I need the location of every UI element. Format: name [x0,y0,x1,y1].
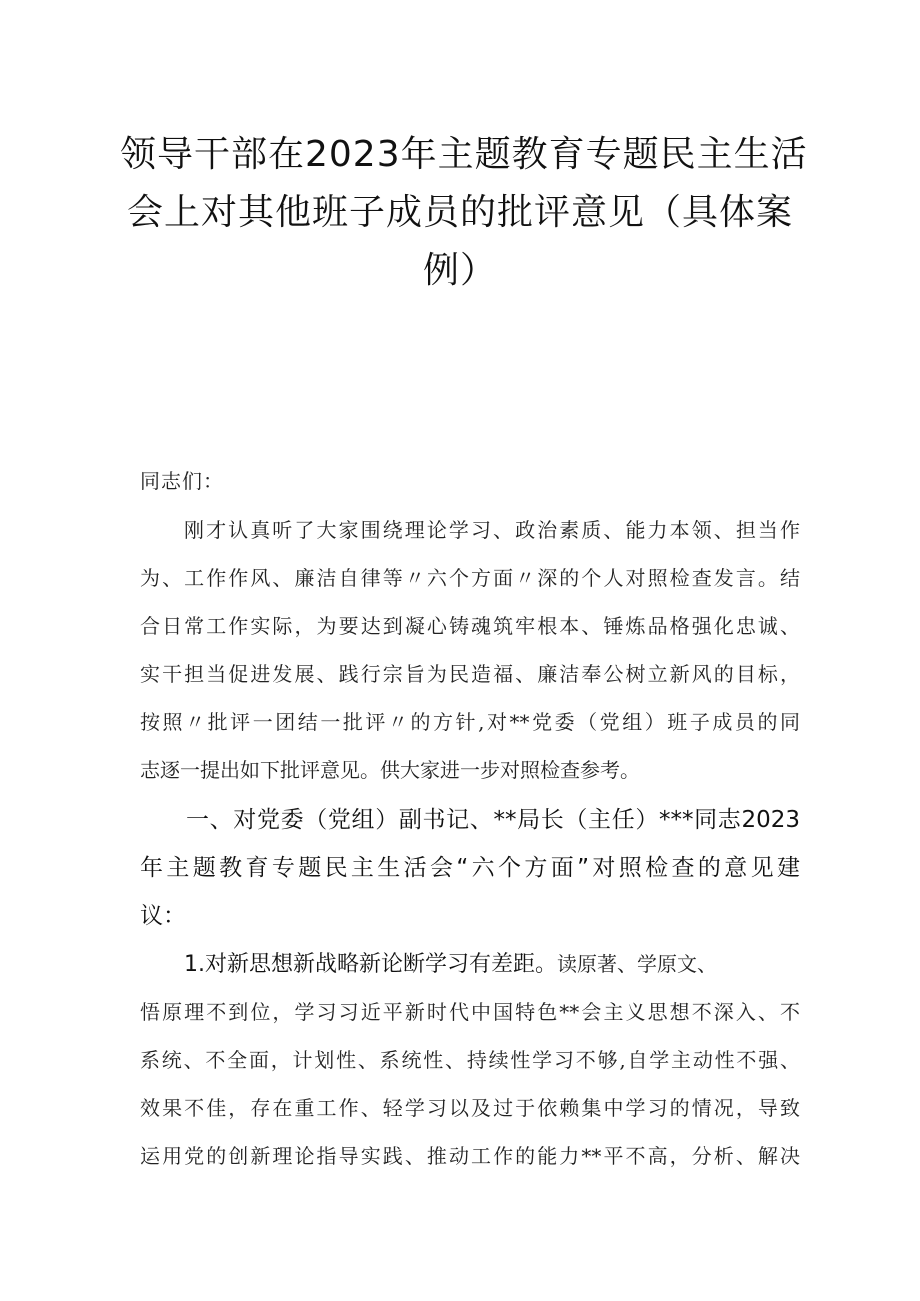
document-title [120,126,808,300]
heading-line: 年主题教育专题民主生活会“六个方面”对照检查的意见建 [140,855,800,881]
title-line-1: 领导干部在2023年主题教育专题民主生活 [120,134,808,175]
point-1-line: 运用党的创新理论指导实践、推动工作的能力**平不高，分析、解决 [140,1144,800,1168]
point-1-lead: 1.对新思想新战略新论断学习有差距。 [184,952,557,977]
intro-line: 刚才认真听了大家围绕理论学习、政治素质、能力本领、担当作 [184,518,800,542]
title-line-2: 会上对其他班子成员的批评意见（具体案 [126,192,793,233]
intro-line: 志逐一提出如下批评意见。供大家进一步对照检查参考。 [140,758,640,782]
intro-line: 实干担当促进发展、践行宗旨为民造福、廉洁奉公树立新风的目标， [140,662,800,686]
heading-line: 一、对党委（党组）副书记、**局长（主任）***同志2023 [186,807,800,833]
intro-line: 合日常工作实际，为要达到凝心铸魂筑牢根本、锤炼品格强化忠诚、 [140,614,800,638]
intro-paragraph [140,506,800,794]
heading-line: 议： [140,903,186,929]
point-1-line: 悟原理不到位，学习习近平新时代中国特色**会主义思想不深入、不 [140,1000,800,1024]
section-heading [140,796,800,940]
intro-line: 按照〃批评一团结一批评〃的方针,对**党委（党组）班子成员的同 [140,710,800,734]
point-1-first-line [140,940,800,988]
point-1-paragraph [140,940,800,1180]
point-1-first-line-rest: 读原著、学原文、 [557,952,717,976]
point-1-line: 效果不佳，存在重工作、轻学习以及过于依赖集中学习的情况，导致 [140,1096,800,1120]
point-1-line: 系统、不全面，计划性、系统性、持续性学习不够,自学主动性不强、 [140,1048,800,1072]
intro-line: 为、工作作风、廉洁自律等〃六个方面〃深的个人对照检查发言。结 [140,566,800,590]
title-line-3: 例） [422,250,497,291]
greeting: 同志们： [140,469,224,493]
